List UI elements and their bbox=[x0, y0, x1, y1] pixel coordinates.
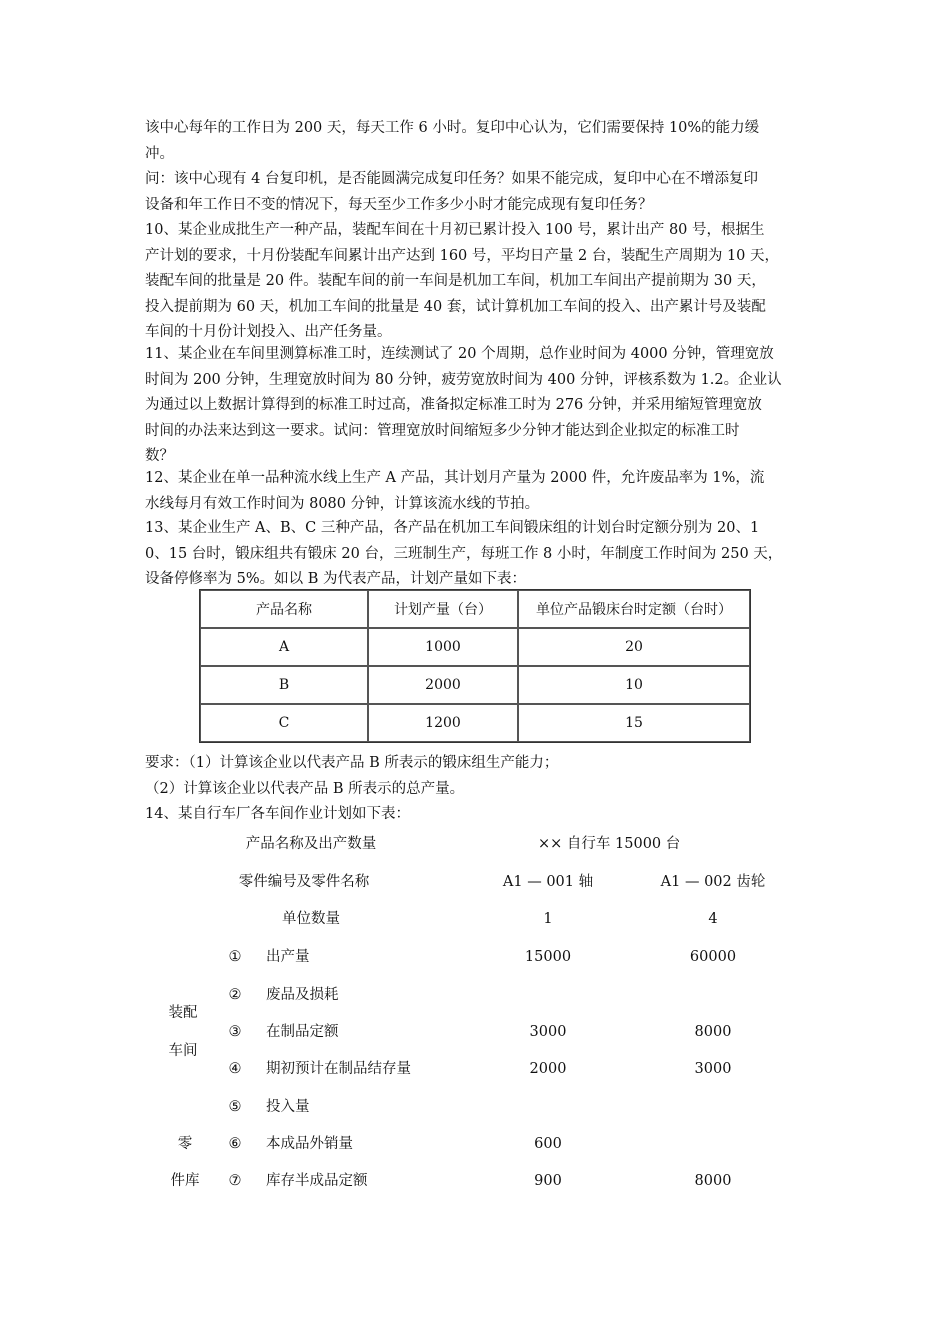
item-value-2: 8000 bbox=[694, 1173, 732, 1189]
text-line: 10、某企业成批生产一种产品，装配车间在十月初已累计投入 100 号，累计出产 80 号，根据生 bbox=[145, 222, 765, 238]
text-line: 13、某企业生产 A、B、C 三种产品，各产品在机加工车间锻床组的计划台时定额分别为 20、1 bbox=[145, 520, 760, 536]
table-cell: C bbox=[200, 704, 368, 742]
table-header: 计划产量（台） bbox=[368, 590, 518, 628]
table-header: 单位产品锻床台时定额（台时） bbox=[518, 590, 750, 628]
item-label: 在制品定额 bbox=[266, 1024, 339, 1040]
item-label: 本成品外销量 bbox=[266, 1136, 353, 1152]
table-header: 产品名称 bbox=[200, 590, 368, 628]
item-number: ⑤ bbox=[228, 1099, 242, 1115]
table-cell: 20 bbox=[518, 628, 750, 666]
plan-unit-qty-2: 4 bbox=[708, 911, 718, 927]
text-line: 该中心每年的工作日为 200 天，每天工作 6 小时。复印中心认为，它们需要保持 10%的能力缓 bbox=[145, 120, 760, 136]
table-cell: 10 bbox=[518, 666, 750, 704]
item-label: 出产量 bbox=[266, 949, 310, 965]
text-line: 数？ bbox=[145, 448, 174, 464]
paragraph-copy-center-question bbox=[145, 167, 810, 218]
group-parts-store-line1: 零 bbox=[177, 1136, 193, 1152]
item-label: 投入量 bbox=[266, 1099, 310, 1115]
text-line: （2）计算该企业以代表产品 B 所表示的总产量。 bbox=[145, 780, 465, 797]
paragraph-copy-center-workdays bbox=[145, 116, 810, 167]
item-number: ③ bbox=[228, 1024, 242, 1040]
text-line: 水线每月有效工作时间为 8080 分钟，计算该流水线的节拍。 bbox=[145, 495, 540, 512]
table-row bbox=[200, 704, 750, 742]
text-line: 14、某自行车厂各车间作业计划如下表： bbox=[145, 806, 410, 822]
item-value-2: 60000 bbox=[689, 949, 737, 965]
text-line: 产计划的要求，十月份装配车间累计出产达到 160 号，平均日产量 2 台，装配生产周期为 10 天， bbox=[145, 247, 780, 264]
item-label: 期初预计在制品结存量 bbox=[266, 1061, 411, 1077]
text-line: 冲。 bbox=[145, 145, 174, 162]
item-number: ⑦ bbox=[228, 1173, 242, 1189]
plan-product-value: ×× 自行车 15000 台 bbox=[538, 836, 681, 852]
table-cell: 15 bbox=[518, 704, 750, 742]
item-number: ① bbox=[228, 949, 242, 965]
text-line: 12、某企业在单一品种流水线上生产 A 产品，其计划月产量为 2000 件，允许废品率为 1%，流 bbox=[145, 470, 765, 486]
text-line: 0、15 台时，锻床组共有锻床 20 台，三班制生产，每班工作 8 小时，年制度工作时间为 250 天， bbox=[145, 545, 783, 562]
table-row bbox=[200, 666, 750, 704]
item-value-1: 3000 bbox=[529, 1024, 567, 1040]
table-row bbox=[200, 628, 750, 666]
text-line: 11、某企业在车间里测算标准工时，连续测试了 20 个周期，总作业时间为 4000 分钟，管理宽放 bbox=[145, 346, 774, 362]
table-cell: B bbox=[200, 666, 368, 704]
plan-label-unit-qty: 单位数量 bbox=[282, 911, 340, 927]
text-line: 设备停修率为 5%。如以 B 为代表产品，计划产量如下表： bbox=[145, 571, 526, 587]
table-cell: A bbox=[200, 628, 368, 666]
product-table bbox=[199, 589, 751, 743]
text-line: 装配车间的批量是 20 件。装配车间的前一车间是机加工车间，机加工车间出产提前期为 30 天， bbox=[145, 273, 766, 289]
item-number: ④ bbox=[228, 1061, 242, 1077]
plan-unit-qty-1: 1 bbox=[543, 911, 553, 927]
item-label: 库存半成品定额 bbox=[266, 1173, 368, 1189]
item-value-1: 15000 bbox=[524, 949, 572, 965]
text-line: 车间的十月份计划投入、出产任务量。 bbox=[145, 324, 392, 340]
plan-label-part: 零件编号及零件名称 bbox=[238, 874, 370, 890]
plan-label-product: 产品名称及出产数量 bbox=[245, 836, 377, 852]
item-value-2: 8000 bbox=[694, 1024, 732, 1040]
text-line: 要求：（1）计算该企业以代表产品 B 所表示的锻床组生产能力； bbox=[145, 755, 559, 771]
problem-11 bbox=[145, 342, 810, 470]
item-label: 废品及损耗 bbox=[266, 987, 339, 1003]
text-line: 设备和年工作日不变的情况下，每天至少工作多少小时才能完成现有复印任务？ bbox=[145, 196, 653, 213]
table-cell: 1000 bbox=[368, 628, 518, 666]
problem-13 bbox=[145, 516, 810, 593]
table-header-row bbox=[200, 590, 750, 628]
item-value-1: 600 bbox=[534, 1136, 562, 1152]
item-value-1: 2000 bbox=[529, 1061, 567, 1077]
text-line: 为通过以上数据计算得到的标准工时过高，准备拟定标准工时为 276 分钟，并采用缩短管理宽放 bbox=[145, 397, 762, 413]
plan-part-2: A1 — 002 齿轮 bbox=[660, 874, 766, 890]
table-cell: 1200 bbox=[368, 704, 518, 742]
item-number: ⑥ bbox=[228, 1136, 242, 1152]
item-number: ② bbox=[228, 987, 242, 1003]
item-value-1: 900 bbox=[534, 1173, 562, 1189]
problem-12 bbox=[145, 466, 810, 517]
text-line: 时间为 200 分钟，生理宽放时间为 80 分钟，疲劳宽放时间为 400 分钟，评核系数为 1.2。企业认 bbox=[145, 371, 782, 388]
text-line: 投入提前期为 60 天，机加工车间的批量是 40 套，试计算机加工车间的投入、出产累计号及装配 bbox=[145, 298, 766, 315]
plan-part-1: A1 — 001 轴 bbox=[502, 874, 594, 890]
group-parts-store-line2: 件库 bbox=[170, 1173, 200, 1189]
problem-10 bbox=[145, 218, 810, 346]
group-assembly-line1: 装配 bbox=[168, 1005, 198, 1021]
text-line: 问：该中心现有 4 台复印机，是否能圆满完成复印任务？如果不能完成，复印中心在不增添复印 bbox=[145, 171, 758, 187]
text-line: 时间的办法来达到这一要求。试问：管理宽放时间缩短多少分钟才能达到企业拟定的标准工时 bbox=[145, 422, 740, 439]
item-value-2: 3000 bbox=[694, 1061, 732, 1077]
table-cell: 2000 bbox=[368, 666, 518, 704]
problem-13-requirements bbox=[145, 751, 810, 828]
group-assembly-line2: 车间 bbox=[168, 1043, 198, 1059]
